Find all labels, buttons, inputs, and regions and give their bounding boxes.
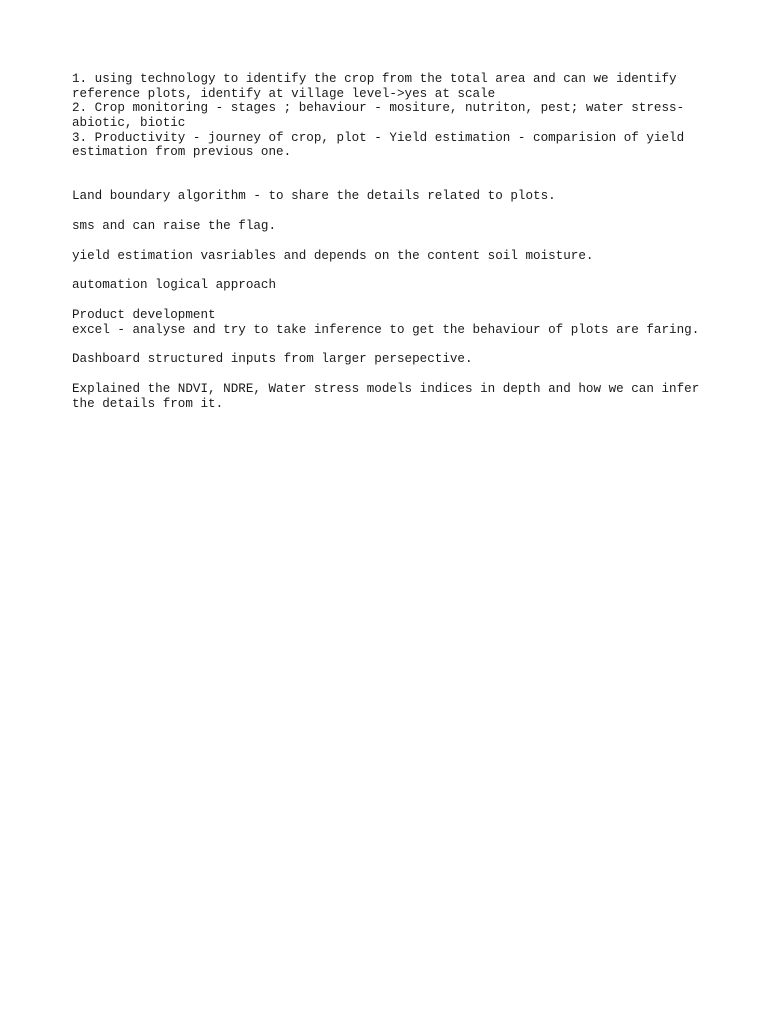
dashboard-paragraph: Dashboard structured inputs from larger persepective. (72, 352, 473, 367)
spacer (72, 204, 712, 219)
land-boundary-paragraph: Land boundary algorithm - to share the details related to plots. (72, 189, 556, 204)
spacer (72, 367, 712, 382)
point-3-line-2: estimation from previous one. (72, 145, 292, 160)
spacer (72, 234, 712, 249)
point-2-line-2: abiotic, biotic (72, 116, 186, 131)
product-development-detail: excel - analyse and try to take inference to get the behaviour of plots are faring. (72, 322, 700, 337)
spacer (72, 160, 712, 189)
point-1-line-2: reference plots, identify at village level->yes at scale (72, 86, 496, 101)
indices-line-2: the details from it. (72, 396, 224, 411)
spacer (72, 337, 712, 352)
point-1-line-1: 1. using technology to identify the crop from the total area and can we identify (72, 72, 677, 86)
numbered-points (72, 72, 712, 160)
spacer (72, 293, 712, 308)
spacer (72, 263, 712, 278)
indices-line-1: Explained the NDVI, NDRE, Water stress models indices in depth and how we can infer (72, 381, 700, 396)
point-2-line-1: 2. Crop monitoring - stages ; behaviour - mositure, nutriton, pest; water stress- (72, 101, 685, 116)
product-development-heading: Product development (72, 307, 216, 322)
sms-paragraph: sms and can raise the flag. (72, 218, 277, 233)
yield-variables-paragraph: yield estimation vasriables and depends on the content soil moisture. (72, 248, 594, 263)
product-development-paragraph (72, 308, 712, 337)
automation-paragraph: automation logical approach (72, 278, 277, 293)
point-3-line-1: 3. Productivity - journey of crop, plot - Yield estimation - comparision of yield (72, 130, 685, 145)
document-page (72, 72, 712, 411)
indices-paragraph (72, 382, 712, 411)
